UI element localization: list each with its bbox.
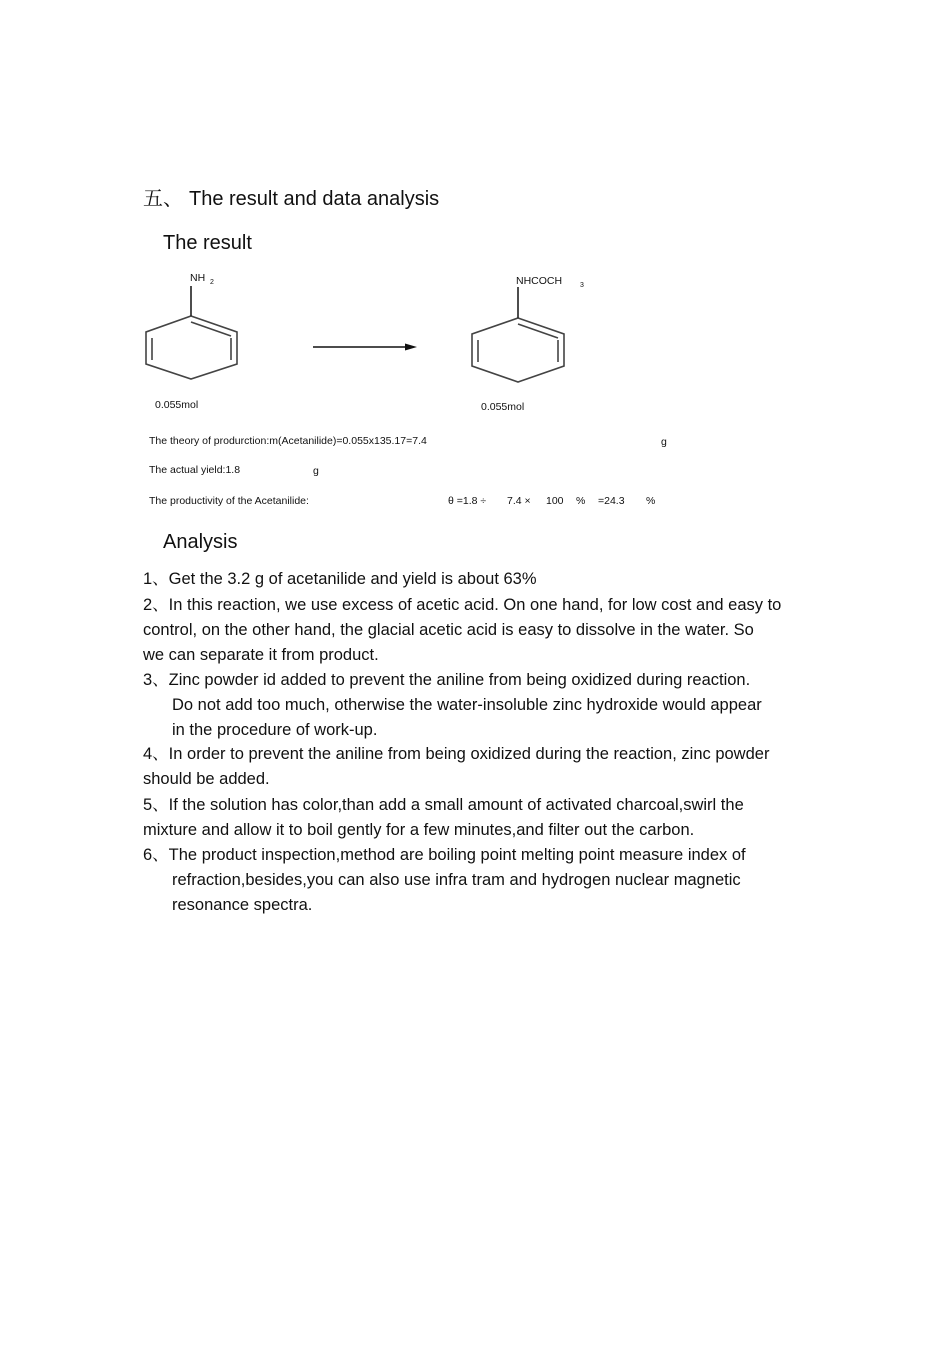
productivity-part-6: %: [646, 495, 656, 507]
productivity-label: The productivity of the Acetanilide:: [149, 495, 309, 507]
analysis-item-5-line-2: mixture and allow it to boil gently for a few minutes,and filter out the carbon.: [143, 821, 695, 839]
analysis-item-4-line-2: should be added.: [143, 770, 270, 788]
acetanilide-ring: [472, 318, 564, 382]
actual-yield-text: The actual yield:1.8: [149, 464, 241, 476]
analysis-item-1-line-1: 1、Get the 3.2 g of acetanilide and yield is about 63%: [143, 570, 537, 588]
result-heading: The result: [163, 232, 252, 254]
productivity-part-2: 7.4 ×: [507, 495, 531, 507]
productivity-part-1: θ =1.8 ÷: [448, 495, 487, 507]
reactant-amount: 0.055mol: [155, 399, 199, 411]
section-title: The result and data analysis: [189, 188, 440, 210]
analysis-item-6-line-1: 6、The product inspection,method are boiling point melting point measure index of: [143, 846, 746, 864]
actual-yield-unit: g: [313, 465, 319, 477]
aniline-ring: [146, 316, 237, 379]
analysis-item-6: [143, 843, 746, 918]
theory-yield-unit: g: [661, 436, 667, 448]
section-number: 五、: [143, 188, 183, 210]
theory-yield-text: The theory of produrction:m(Acetanilide)=0.055x135.17=7.4: [149, 435, 427, 447]
reactant-group-label: NH: [190, 272, 206, 284]
analysis-item-3: [143, 668, 762, 743]
product-amount: 0.055mol: [481, 401, 525, 413]
analysis-item-2: [143, 593, 781, 668]
analysis-item-2-line-1: 2、In this reaction, we use excess of acetic acid. On one hand, for low cost and easy to: [143, 596, 782, 614]
analysis-item-2-line-3: we can separate it from product.: [143, 646, 379, 664]
analysis-item-6-line-2: refraction,besides,you can also use infra tram and hydrogen nuclear magnetic: [172, 871, 741, 889]
analysis-item-5: [143, 793, 744, 843]
reactant-subscript: 2: [210, 279, 214, 286]
analysis-item-3-line-2: Do not add too much, otherwise the water-insoluble zinc hydroxide would appear: [172, 696, 762, 714]
productivity-part-4: %: [576, 495, 586, 507]
productivity-part-3: 100: [546, 495, 564, 507]
analysis-item-6-line-3: resonance spectra.: [172, 896, 313, 914]
analysis-item-4: [143, 742, 769, 792]
product-group-label: NHCOCH: [516, 275, 563, 287]
analysis-item-2-line-2: control, on the other hand, the glacial acetic acid is easy to dissolve in the water. So: [143, 621, 754, 639]
product-subscript: 3: [580, 282, 584, 289]
analysis-item-4-line-1: 4、In order to prevent the aniline from being oxidized during the reaction, zinc powder: [143, 745, 770, 763]
analysis-heading: Analysis: [163, 531, 238, 553]
productivity-part-5: =24.3: [598, 495, 625, 507]
analysis-item-3-line-3: in the procedure of work-up.: [172, 721, 378, 739]
analysis-item-3-line-1: 3、Zinc powder id added to prevent the aniline from being oxidized during reaction.: [143, 671, 751, 689]
analysis-item-1: [143, 567, 537, 592]
reaction-arrow: [313, 344, 417, 351]
analysis-item-5-line-1: 5、If the solution has color,than add a small amount of activated charcoal,swirl the: [143, 796, 744, 814]
